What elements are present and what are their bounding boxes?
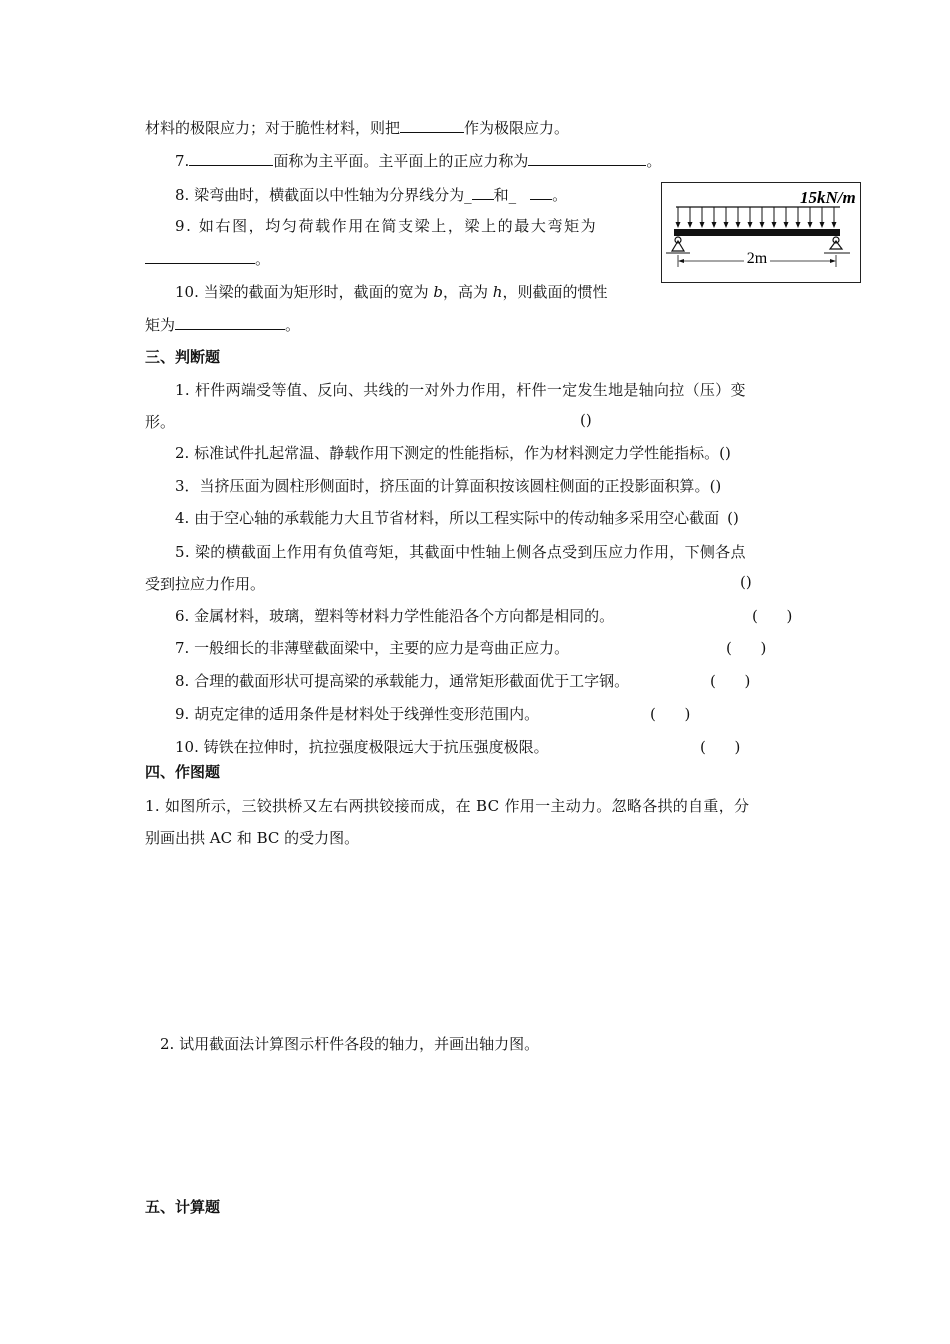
fill-in-q7: 7. 面称为主平面。主平面上的正应力称为 。: [175, 152, 662, 170]
answer-paren[interactable]: (): [709, 477, 722, 495]
fill-in-continuation: 材料的极限应力；对于脆性材料，则把 作为极限应力。: [145, 119, 570, 137]
section-heading-judge: 三、判断题: [145, 348, 221, 366]
answer-paren[interactable]: (): [719, 444, 731, 462]
fill-in-q9-cont: 。: [145, 248, 270, 269]
judge-q2: 2. 标准试件扎起常温、静载作用下测定的性能指标，作为材料测定力学性能指标。(): [175, 444, 731, 462]
load-arrow-head: [736, 222, 741, 228]
judge-q5-cont: 受到拉应力作用。: [145, 575, 266, 593]
answer-paren[interactable]: ( ): [752, 607, 793, 625]
load-arrow-head: [676, 222, 681, 228]
draw-q2: 2. 试用截面法计算图示杆件各段的轴力，并画出轴力图。: [160, 1035, 540, 1053]
load-arrow-head: [760, 222, 765, 228]
section-heading-draw: 四、作图题: [145, 763, 221, 781]
fill-in-q8: 8. 梁弯曲时，横截面以中性轴为分界线分为_ 和_ 。: [175, 186, 568, 204]
load-arrow-head: [832, 222, 837, 228]
fill-in-q10-cont: 矩为 。: [145, 316, 301, 334]
load-arrow-head: [784, 222, 789, 228]
judge-q1: 1. 杆件两端受等值、反向、共线的一对外力作用，杆件一定发生地是轴向拉（压）变: [175, 381, 746, 399]
fill-in-q10: 10. 当梁的截面为矩形时，截面的宽为 b，高为 h，则截面的惯性: [175, 283, 608, 301]
answer-paren[interactable]: ( ): [710, 672, 751, 690]
load-arrow-head: [712, 222, 717, 228]
judge-q5: 5. 梁的横截面上作用有负值弯矩，其截面中性轴上侧各点受到压应力作用，下侧各点: [175, 543, 746, 561]
load-arrow-head: [688, 222, 693, 228]
answer-blank: [472, 184, 494, 200]
judge-q8: 8. 合理的截面形状可提高梁的承载能力，通常矩形截面优于工字钢。: [175, 672, 630, 690]
answer-paren[interactable]: ( ): [726, 639, 767, 657]
beam: [674, 229, 840, 236]
right-support-icon: [830, 241, 842, 249]
answer-paren[interactable]: (): [740, 573, 752, 591]
answer-paren[interactable]: ( ): [650, 705, 691, 723]
judge-q10: 10. 铸铁在拉伸时，抗拉强度极限远大于抗压强度极限。: [175, 738, 549, 756]
answer-blank: [145, 248, 255, 264]
load-arrow-head: [748, 222, 753, 228]
answer-paren[interactable]: ( ): [700, 738, 741, 756]
judge-q3: 3．当挤压面为圆柱形侧面时，挤压面的计算面积按该圆柱侧面的正投影面积算。(): [175, 477, 722, 495]
load-label: 15kN/m: [800, 188, 856, 207]
dim-arrow-left: [678, 259, 684, 263]
answer-paren[interactable]: (): [727, 509, 739, 527]
judge-q4: 4. 由于空心轴的承载能力大且节省材料，所以工程实际中的传动轴多采用空心截面 (): [175, 509, 739, 527]
load-arrow-head: [820, 222, 825, 228]
simply-supported-beam-diagram: [662, 183, 860, 282]
judge-q7: 7. 一般细长的非薄壁截面梁中，主要的应力是弯曲正应力。: [175, 639, 570, 657]
draw-q1-cont: 别画出拱 AC 和 BC 的受力图。: [145, 829, 360, 847]
answer-blank: [528, 150, 646, 166]
load-arrow-head: [808, 222, 813, 228]
load-arrow-head: [796, 222, 801, 228]
answer-paren[interactable]: (): [580, 411, 592, 429]
answer-blank: [400, 117, 464, 133]
load-arrows: [676, 207, 837, 228]
span-label: 2m: [746, 250, 768, 267]
beam-load-figure: [661, 182, 861, 283]
judge-q6: 6. 金属材料，玻璃，塑料等材料力学性能沿各个方向都是相同的。: [175, 607, 615, 625]
answer-blank: [175, 314, 285, 330]
section-heading-calc: 五、计算题: [145, 1198, 221, 1216]
draw-q1: 1. 如图所示，三铰拱桥又左右两拱铰接而成，在 BC 作用一主动力。忽略各拱的自重，分: [145, 797, 750, 815]
load-arrow-head: [700, 222, 705, 228]
dim-arrow-right: [830, 259, 836, 263]
judge-q1-cont: 形。: [145, 413, 176, 431]
answer-blank: [530, 184, 552, 200]
load-arrow-head: [724, 222, 729, 228]
fill-in-q9: 9. 如右图，均匀荷载作用在简支梁上，梁上的最大弯矩为: [175, 217, 598, 235]
judge-q9: 9. 胡克定律的适用条件是材料处于线弹性变形范围内。: [175, 705, 540, 723]
load-arrow-head: [772, 222, 777, 228]
answer-blank: [189, 150, 273, 166]
